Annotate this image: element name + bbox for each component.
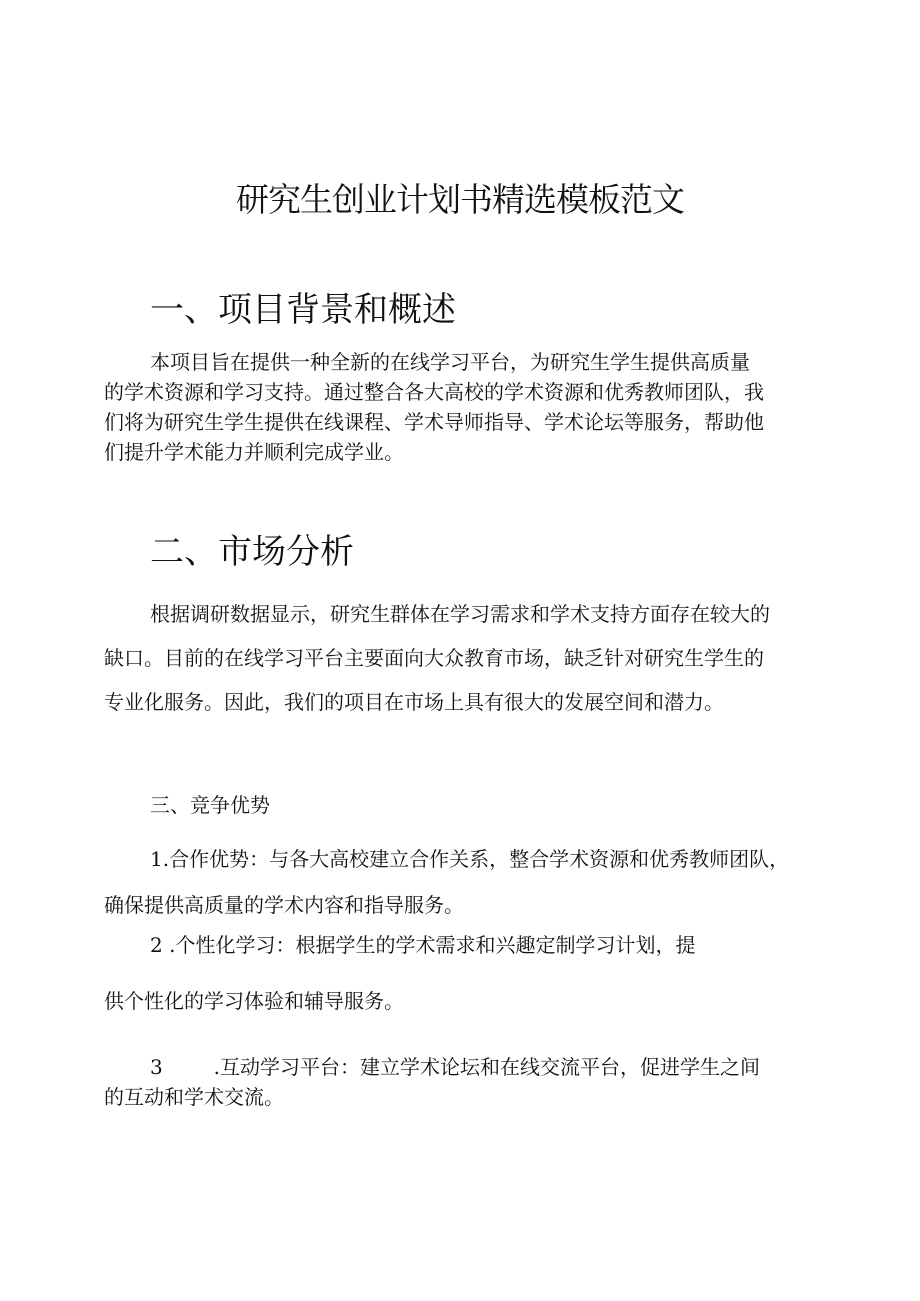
paragraph-background xyxy=(104,347,820,467)
list-item-line: 确保提供高质量的学术内容和指导服务。 xyxy=(104,893,464,917)
section-heading-competitive: 三、竞争优势 xyxy=(150,793,270,817)
list-item-line: 的互动和学术交流。 xyxy=(104,1085,284,1109)
document-title: 研究生创业计划书精选模板范文 xyxy=(236,180,684,219)
list-item-interactive xyxy=(104,1052,820,1112)
paragraph-line: 缺口。目前的在线学习平台主要面向大众教育市场，缺乏针对研究生学生的 xyxy=(104,646,764,670)
paragraph-line: 们将为研究生学生提供在线课程、学术导师指导、学术论坛等服务，帮助他 xyxy=(104,410,764,434)
paragraph-market xyxy=(104,592,820,724)
paragraph-line: 的学术资源和学习支持。通过整合各大高校的学术资源和优秀教师团队，我 xyxy=(104,380,764,404)
list-item-line: 1.合作优势：与各大高校建立合作关系，整合学术资源和优秀教师团队， xyxy=(150,847,790,871)
paragraph-line: 们提升学术能力并顺利完成学业。 xyxy=(104,440,404,464)
section-heading-market: 二、市场分析 xyxy=(150,532,354,572)
list-item-personalized xyxy=(104,930,820,960)
list-item-line: 2 .个性化学习：根据学生的学术需求和兴趣定制学习计划，提 xyxy=(150,933,696,957)
list-item-personalized-cont xyxy=(104,986,820,1016)
list-item-line: 3 .互动学习平台：建立学术论坛和在线交流平台，促进学生之间 xyxy=(150,1055,760,1079)
paragraph-line: 根据调研数据显示，研究生群体在学习需求和学术支持方面存在较大的 xyxy=(150,602,770,626)
paragraph-line: 专业化服务。因此，我们的项目在市场上具有很大的发展空间和潜力。 xyxy=(104,690,724,714)
paragraph-line: 本项目旨在提供一种全新的在线学习平台，为研究生学生提供高质量 xyxy=(150,350,750,374)
section-heading-background: 一、项目背景和概述 xyxy=(150,290,456,330)
list-item-cooperation xyxy=(104,836,820,928)
list-item-line: 供个性化的学习体验和辅导服务。 xyxy=(104,989,404,1013)
